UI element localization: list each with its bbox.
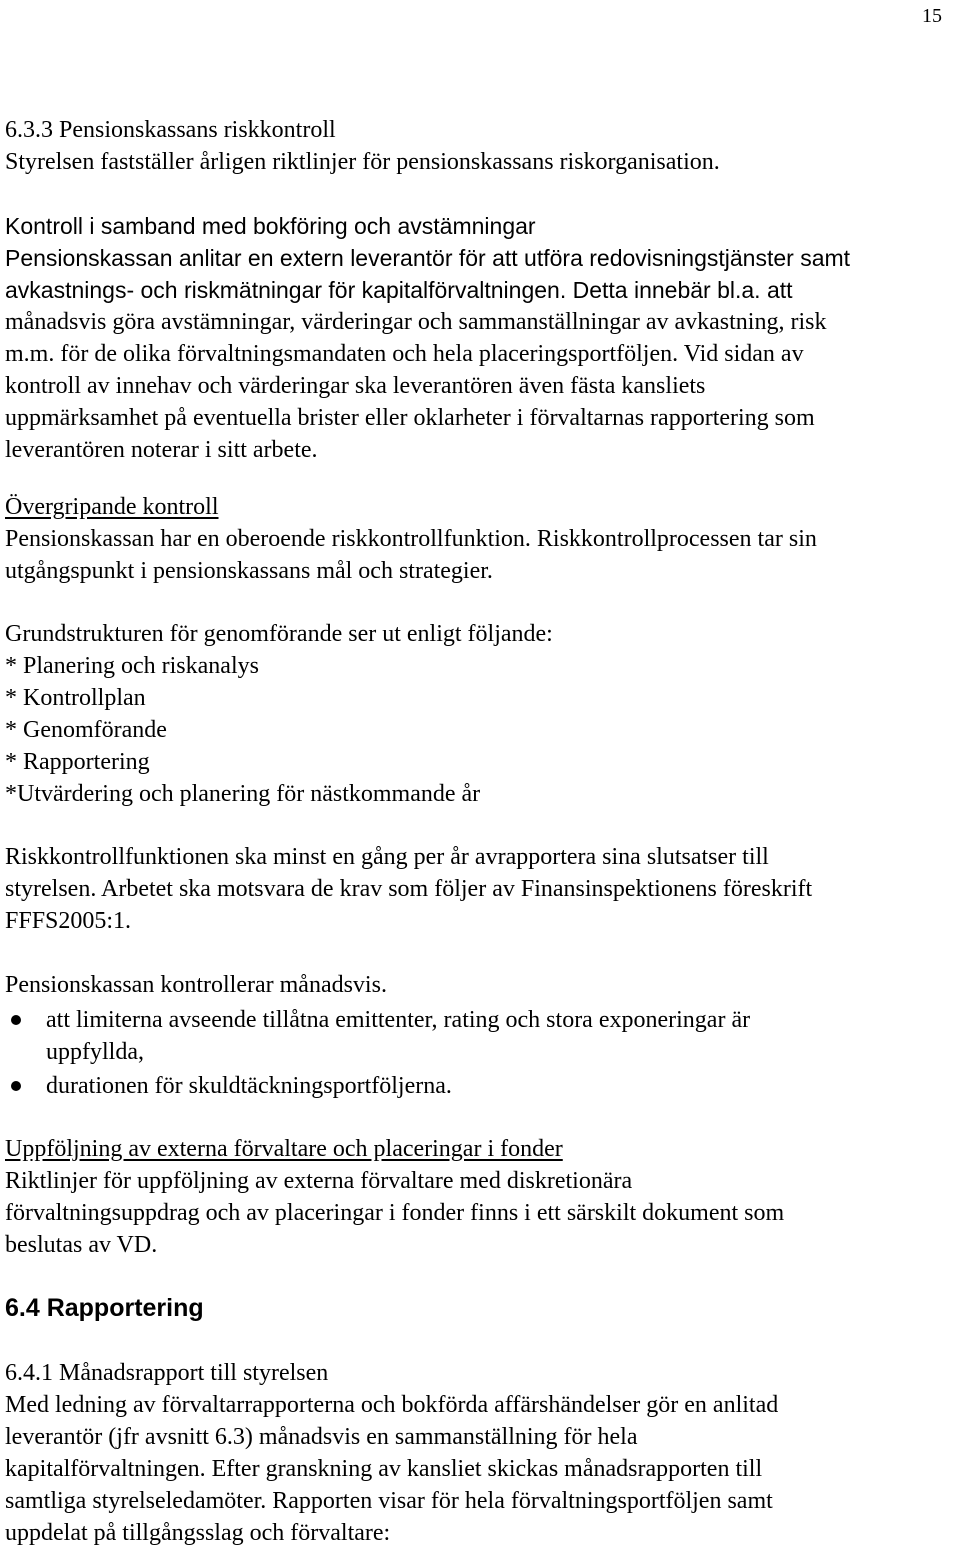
paragraph-line: Riskkontrollfunktionen ska minst en gång per år avrapportera sina slutsatser till <box>5 844 769 870</box>
subheading-kontroll: Kontroll i samband med bokföring och avstämningar <box>5 213 536 239</box>
subheading-overgripande: Övergripande kontroll <box>5 494 219 520</box>
paragraph-line: förvaltningsuppdrag och av placeringar i fonder finns i ett särskilt dokument som <box>5 1200 785 1226</box>
paragraph-line: kontroll av innehav och värderingar ska leverantören även fästa kansliets <box>5 373 706 399</box>
paragraph-line: m.m. för de olika förvaltningsmandaten och hela placeringsportföljen. Vid sidan av <box>5 341 804 367</box>
bullet-item-line: durationen för skuldtäckningsportföljerna. <box>46 1073 452 1099</box>
bullet-icon <box>11 1015 21 1025</box>
list-item: * Genomförande <box>5 717 167 743</box>
paragraph-line: beslutas av VD. <box>5 1232 158 1258</box>
list-item: * Planering och riskanalys <box>5 653 259 679</box>
paragraph-line: Pensionskassan har en oberoende riskkontrollfunktion. Riskkontrollprocessen tar sin <box>5 526 817 552</box>
section-intro: Styrelsen fastställer årligen riktlinjer för pensionskassans riskorganisation. <box>5 149 720 175</box>
paragraph-line: Riktlinjer för uppföljning av externa förvaltare med diskretionära <box>5 1168 633 1194</box>
paragraph-line: FFFS2005:1. <box>5 908 132 934</box>
paragraph-line: avkastnings- och riskmätningar för kapitalförvaltningen. Detta innebär bl.a. att <box>5 277 793 303</box>
section-heading-6-4-1: 6.4.1 Månadsrapport till styrelsen <box>5 1360 329 1386</box>
manad-intro: Pensionskassan kontrollerar månadsvis. <box>5 972 387 998</box>
bullet-item-line: uppfyllda, <box>46 1039 144 1065</box>
list-item: *Utvärdering och planering för nästkommande år <box>5 781 481 807</box>
paragraph-line: månadsvis göra avstämningar, värderingar och sammanställningar av avkastning, risk <box>5 309 827 335</box>
paragraph-line: uppmärksamhet på eventuella brister eller oklarheter i förvaltarnas rapportering som <box>5 405 815 431</box>
grund-intro: Grundstrukturen för genomförande ser ut enligt följande: <box>5 621 553 647</box>
paragraph-line: uppdelat på tillgångsslag och förvaltare: <box>5 1520 391 1546</box>
section-heading-6-3-3: 6.3.3 Pensionskassans riskkontroll <box>5 117 336 143</box>
paragraph-line: samtliga styrelseledamöter. Rapporten visar för hela förvaltningsportföljen samt <box>5 1488 773 1514</box>
section-heading-6-4: 6.4 Rapportering <box>5 1294 204 1322</box>
subheading-uppfoljning: Uppföljning av externa förvaltare och placeringar i fonder <box>5 1136 563 1162</box>
list-item: * Rapportering <box>5 749 150 775</box>
paragraph-line: kapitalförvaltningen. Efter granskning av kansliet skickas månadsrapporten till <box>5 1456 763 1482</box>
page-number: 15 <box>922 5 942 27</box>
paragraph-line: utgångspunkt i pensionskassans mål och strategier. <box>5 558 493 584</box>
bullet-icon <box>11 1081 21 1091</box>
paragraph-line: styrelsen. Arbetet ska motsvara de krav som följer av Finansinspektionens föreskrift <box>5 876 813 902</box>
bullet-item-line: att limiterna avseende tillåtna emittenter, rating och stora exponeringar är <box>46 1007 751 1033</box>
paragraph-line: Med ledning av förvaltarrapporterna och bokförda affärshändelser gör en anlitad <box>5 1392 779 1418</box>
paragraph-line: Pensionskassan anlitar en extern leverantör för att utföra redovisningstjänster samt <box>5 245 851 271</box>
paragraph-line: leverantör (jfr avsnitt 6.3) månadsvis en sammanställning för hela <box>5 1424 638 1450</box>
paragraph-line: leverantören noterar i sitt arbete. <box>5 437 318 463</box>
list-item: * Kontrollplan <box>5 685 146 711</box>
